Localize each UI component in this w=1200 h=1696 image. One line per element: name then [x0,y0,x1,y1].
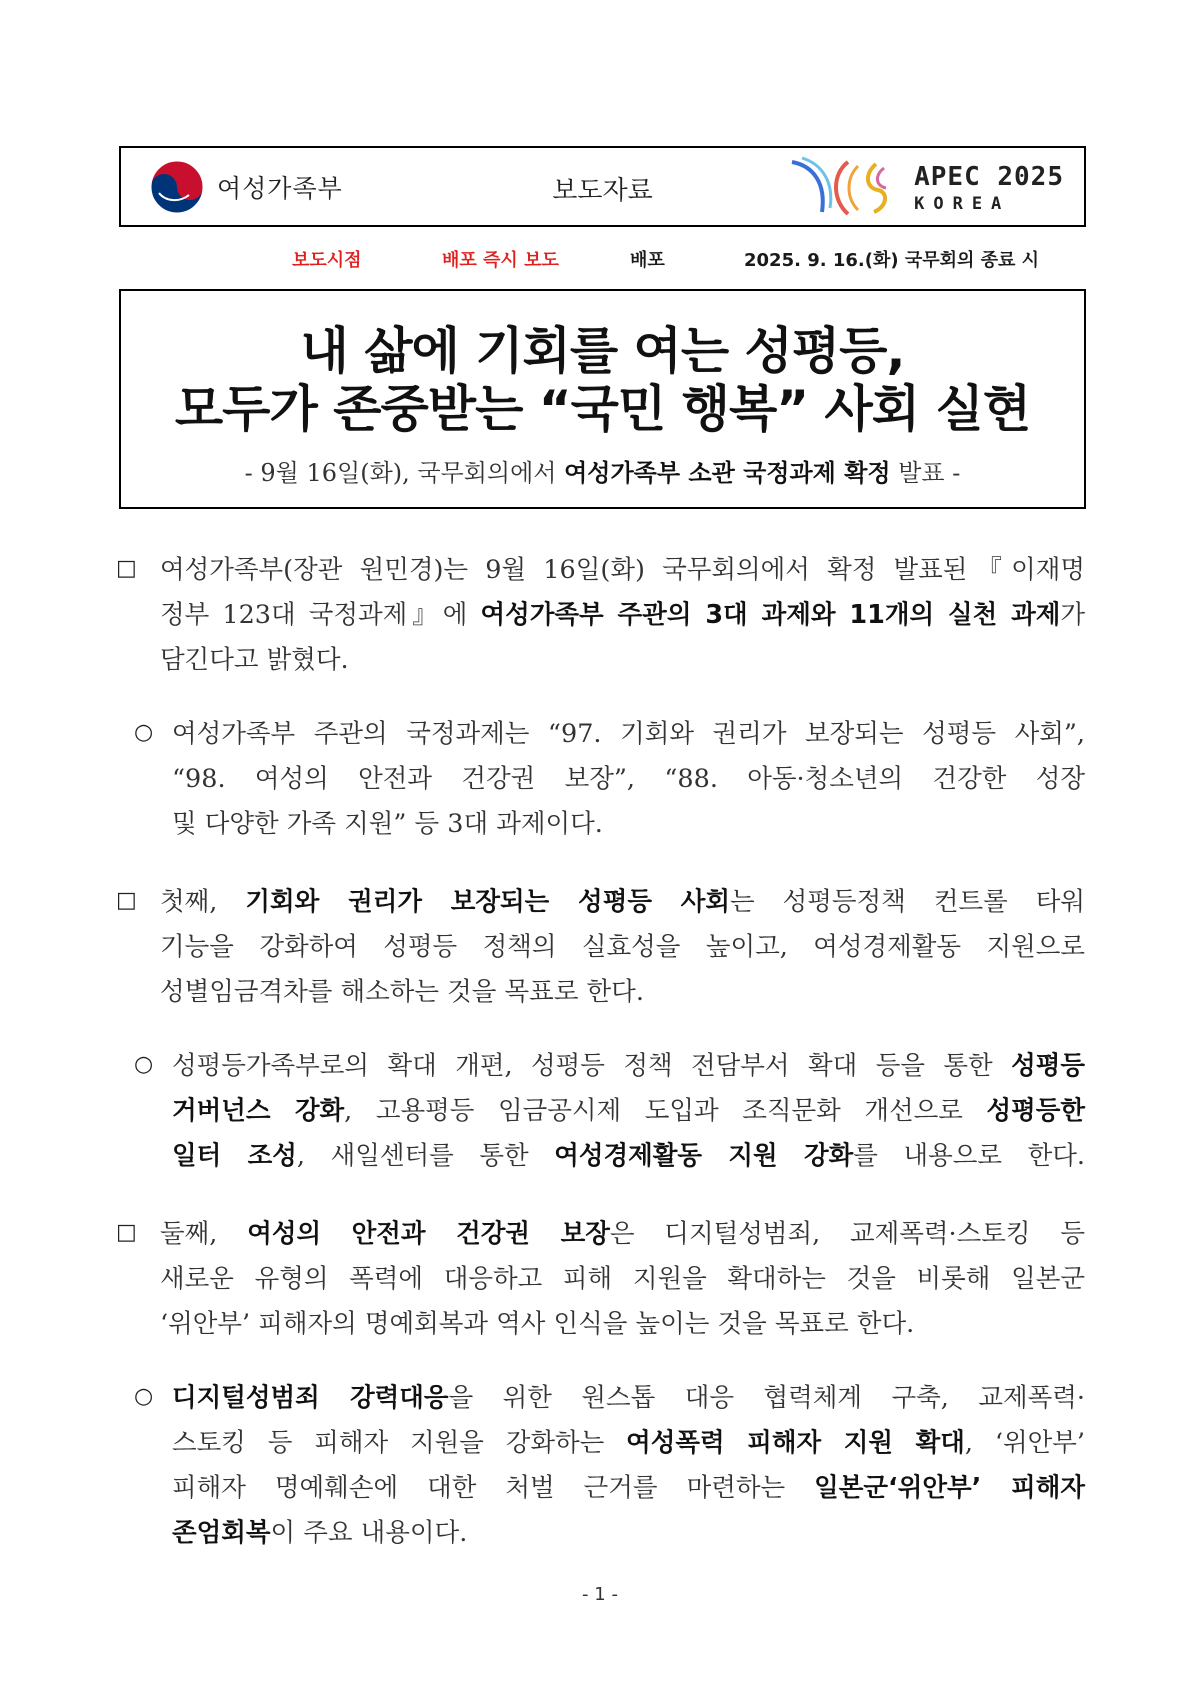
ministry-name: 여성가족부 [217,174,343,203]
subheadline: - 9월 16일(화), 국무회의에서 여성가족부 소관 국정과제 확정 발표 - [244,459,961,487]
release-time-label: 보도시점 [292,250,362,271]
paragraph-3: 첫째, 기회와 권리가 보장되는 성평등 사회는 성평등정책 컨트롤 타워 기능을 강화하여 성평등 정책의 실효성을 높이고, 여성경제활동 지원으로 성별임금격차를 해소하는 것을 목표로 한다. [160,887,1086,1007]
circle-bullet-icon: ○ [134,1052,154,1077]
circle-bullet-icon: ○ [134,1384,154,1409]
square-bullet-icon: □ [116,556,137,581]
apec-title: APEC 2025 [914,161,1064,192]
distribution-value: 2025. 9. 16.(화) 국무회의 종료 시 [744,250,1040,271]
apec-emblem-icon [788,154,908,222]
paragraph-1: 여성가족부(장관 원민경)는 9월 16일(화) 국무회의에서 확정 발표된『이재명 정부 123대 국정과제』에 여성가족부 주관의 3대 과제와 11개의 실천 과제가 담긴다고 밝혔다. [160,555,1085,675]
distribution-label: 배포 [630,250,665,271]
title-box [119,289,1086,509]
circle-bullet-icon: ○ [134,720,154,745]
square-bullet-icon: □ [116,1220,137,1245]
page-number: - 1 - [582,1584,618,1605]
paragraph-2: 여성가족부 주관의 국정과제는 “97. 기회와 권리가 보장되는 성평등 사회”, “98. 여성의 안전과 건강권 보장”, “88. 아동·청소년의 건강한 성장 및 다양한 가족 지원” 등 3대 과제이다. [172,719,1085,839]
paragraph-5: 둘째, 여성의 안전과 건강권 보장은 디지털성범죄, 교제폭력·스토킹 등 새로운 유형의 폭력에 대응하고 피해 지원을 확대하는 것을 비롯해 일본군 ‘위안부’ 피해자의 명예회복과 역사 인식을 높이는 것을 목표로 한다. [160,1219,1085,1339]
doc-type-label: 보도자료 [552,176,653,206]
release-time-value: 배포 즉시 보도 [442,250,559,271]
paragraph-4: 성평등가족부로의 확대 개편, 성평등 정책 전담부서 확대 등을 통한 성평등 거버넌스 강화, 고용평등 임금공시제 도입과 조직문화 개선으로 성평등한 일터 조성, 새일센터를 통한 여성경제활동 지원 강화를 내용으로 한다. [172,1051,1085,1171]
paragraph-6: 디지털성범죄 강력대응을 위한 원스톱 대응 협력체계 구축, 교제폭력· 스토킹 등 피해자 지원을 강화하는 여성폭력 피해자 지원 확대, ‘위안부’ 피해자 명예훼손에 대한 처벌 근거를 마련하는 일본군‘위안부’ 피해자 존엄회복이 주요 내용이다. [172,1383,1086,1548]
release-info [0,246,1200,274]
headline-line-2: 모두가 존중받는 “국민 행복” 사회 실현 [174,380,1031,438]
square-bullet-icon: □ [116,888,137,913]
header-box [119,146,1086,227]
apec-subtitle: KOREA [914,193,1011,214]
ministry-logo [149,160,343,214]
headline-line-1: 내 삶에 기회를 여는 성평등, [300,322,905,380]
taegeuk-icon [149,159,205,215]
apec-logo [788,154,1064,222]
